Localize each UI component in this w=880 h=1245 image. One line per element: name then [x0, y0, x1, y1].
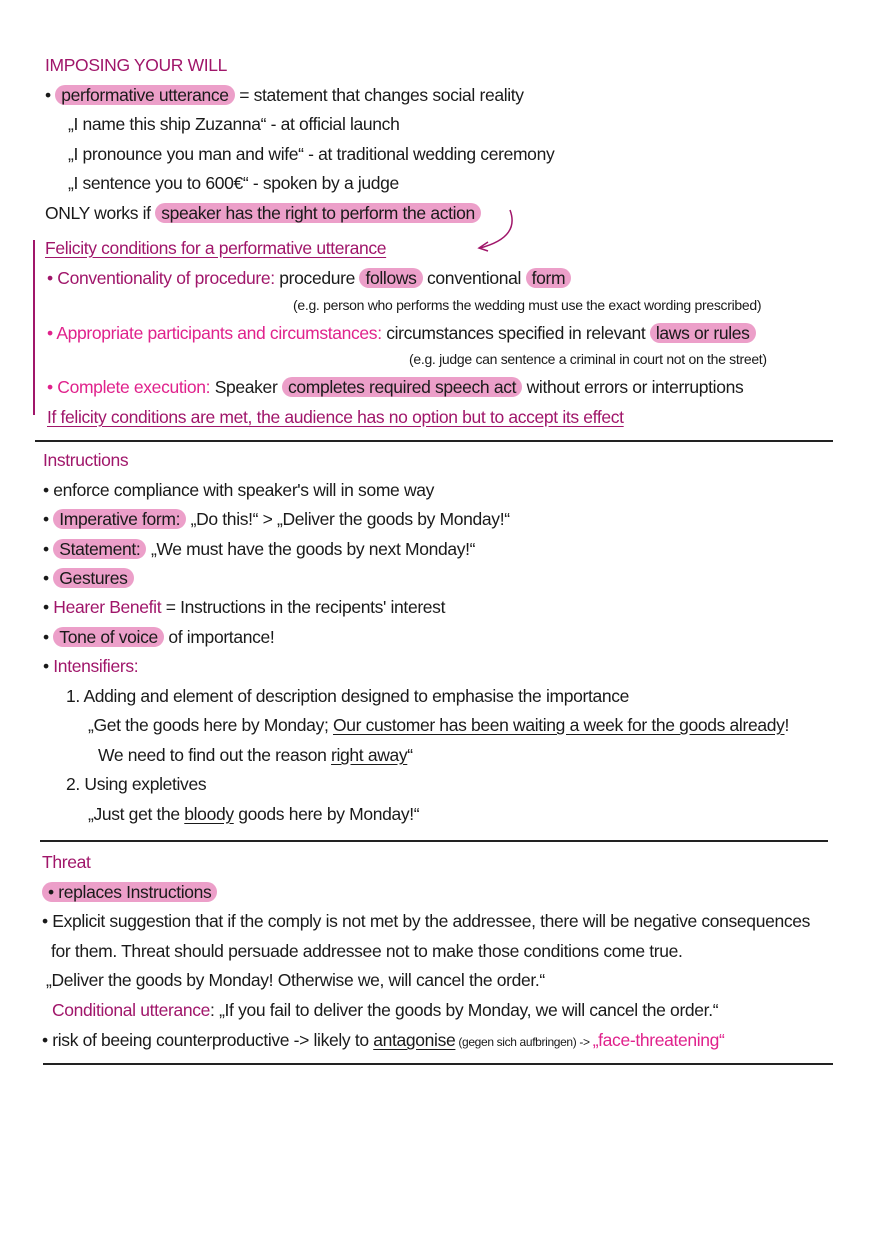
text: We need to find out the reason — [98, 745, 332, 765]
text: • Explicit suggestion that if the comply is not met by the addressee, there will be negative consequences — [42, 911, 811, 931]
text: 1. Adding and element of description designed to emphasise the importance — [66, 686, 630, 706]
threat-line — [42, 909, 810, 933]
text: • — [43, 656, 54, 676]
text: • — [43, 568, 54, 588]
text: without errors or interruptions — [522, 377, 744, 397]
underlined-text: bloody — [184, 804, 234, 824]
text: • — [45, 85, 56, 105]
felicity-margin-bar — [33, 240, 35, 415]
accent-text: • Complete execution: — [47, 377, 215, 397]
text: • — [43, 509, 54, 529]
accent-text: Intensifiers: — [53, 656, 139, 676]
highlighted-text: follows — [359, 268, 422, 288]
imposing-your-will-line — [68, 142, 554, 166]
text: goods here by Monday!“ — [233, 804, 420, 824]
highlighted-text: laws or rules — [650, 323, 756, 343]
text: „Do this!“ > „Deliver the goods by Monday!“ — [186, 509, 510, 529]
imposing-your-will-line — [68, 112, 399, 136]
text: • — [43, 539, 54, 559]
highlighted-text: Imperative form: — [53, 509, 186, 529]
highlighted-text: • replaces Instructions — [42, 882, 217, 902]
accent-text: Hearer Benefit — [53, 597, 162, 617]
underlined-text: Our customer has been waiting a week for the goods already — [333, 715, 785, 735]
text: • enforce compliance with speaker's will in some way — [43, 480, 435, 500]
text: „Just get the — [88, 804, 185, 824]
instructions-line — [98, 743, 413, 767]
imposing-your-will-line — [45, 53, 227, 77]
threat-line — [52, 998, 718, 1022]
text: „Get the goods here by Monday; — [88, 715, 333, 735]
accent-text: • Appropriate participants and circumstances: — [47, 323, 387, 343]
text: : „If you fail to deliver the goods by Monday, we will cancel the order.“ — [210, 1000, 719, 1020]
text: circumstances specified in relevant — [386, 323, 650, 343]
text: „Deliver the goods by Monday! Otherwise we, will cancel the order.“ — [46, 970, 545, 990]
instructions-line — [43, 654, 138, 678]
highlighted-text: Statement: — [53, 539, 146, 559]
imposing-your-will-line — [68, 171, 399, 195]
threat-line — [42, 1028, 725, 1054]
text: = Instructions in the recipents' interest — [161, 597, 446, 617]
text: Speaker — [214, 377, 282, 397]
instructions-line — [43, 478, 434, 502]
instructions-line — [43, 595, 445, 619]
accent-text: • Conventionality of procedure: — [47, 268, 280, 288]
imposing-your-will-line — [47, 321, 756, 345]
text: = statement that changes social reality — [234, 85, 524, 105]
text: ! — [784, 715, 790, 735]
text: (gegen sich aufbringen) -> — [455, 1035, 593, 1049]
text: „I pronounce you man and wife“ - at traditional wedding ceremony — [68, 144, 555, 164]
text: procedure — [279, 268, 360, 288]
imposing-your-will-line — [45, 201, 481, 225]
accent-text: „face-threatening“ — [592, 1030, 725, 1050]
highlighted-text: speaker has the right to perform the action — [155, 203, 481, 223]
threat-line — [42, 850, 90, 874]
threat-line — [46, 968, 545, 992]
highlighted-text: Tone of voice — [53, 627, 164, 647]
imposing-your-will-line — [45, 83, 524, 107]
imposing-your-will-line — [45, 236, 386, 260]
instructions-line — [66, 772, 206, 796]
highlighted-text: form — [526, 268, 572, 288]
text: „I name this ship Zuzanna“ - at official launch — [68, 114, 400, 134]
accent-text: IMPOSING YOUR WILL — [45, 55, 228, 75]
accent-text: Conditional utterance — [52, 1000, 211, 1020]
text: 2. Using expletives — [66, 774, 207, 794]
text: • — [43, 597, 54, 617]
accent-text: Threat — [42, 852, 91, 872]
divider — [35, 440, 833, 442]
text: „We must have the goods by next Monday!“ — [146, 539, 476, 559]
text: “ — [407, 745, 413, 765]
text: ONLY works if — [45, 203, 156, 223]
underlined-text: right away — [331, 745, 408, 765]
text: of importance! — [163, 627, 275, 647]
accent-text: Instructions — [43, 450, 129, 470]
text: (e.g. judge can sentence a criminal in court not on the street) — [409, 351, 767, 367]
imposing-your-will-line — [47, 266, 571, 290]
accent-text: Felicity conditions for a performative utterance — [45, 238, 387, 258]
divider — [43, 1063, 833, 1065]
imposing-your-will-line — [47, 405, 624, 429]
instructions-line — [43, 625, 274, 649]
imposing-your-will-line — [409, 346, 767, 371]
instructions-line — [43, 507, 510, 531]
instructions-line — [66, 684, 629, 708]
text: „I sentence you to 600€“ - spoken by a judge — [68, 173, 399, 193]
instructions-line — [43, 448, 128, 472]
instructions-line — [43, 537, 475, 561]
highlighted-text: Gestures — [53, 568, 133, 588]
text: • risk of beeing counterproductive -> likely to — [42, 1030, 374, 1050]
text: • — [43, 627, 54, 647]
text: conventional — [422, 268, 526, 288]
threat-line — [51, 939, 683, 963]
accent-text: If felicity conditions are met, the audience has no option but to accept its effect — [47, 407, 624, 427]
highlighted-text: completes required speech act — [282, 377, 522, 397]
imposing-your-will-line — [47, 375, 743, 399]
divider — [40, 840, 828, 842]
underlined-text: antagonise — [373, 1030, 456, 1050]
text: for them. Threat should persuade addressee not to make those conditions come true. — [51, 941, 683, 961]
threat-line — [42, 880, 217, 904]
instructions-line — [88, 802, 419, 826]
highlighted-text: performative utterance — [55, 85, 234, 105]
text: (e.g. person who performs the wedding must use the exact wording prescribed) — [293, 297, 762, 313]
instructions-line — [88, 713, 789, 737]
instructions-line — [43, 566, 134, 590]
imposing-your-will-line — [293, 292, 761, 317]
